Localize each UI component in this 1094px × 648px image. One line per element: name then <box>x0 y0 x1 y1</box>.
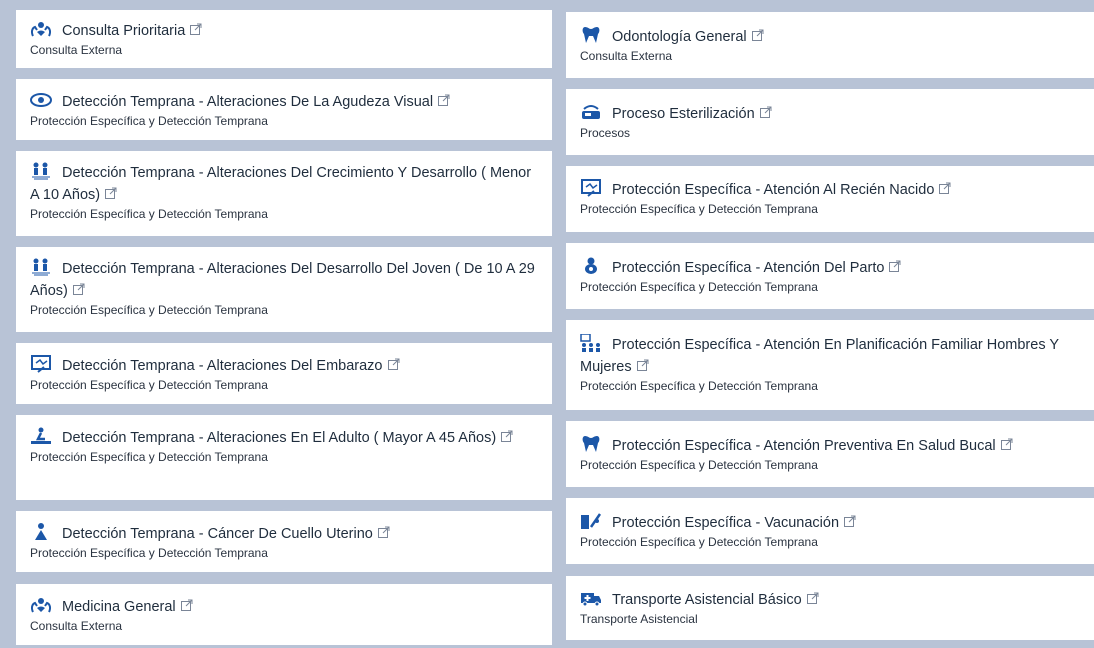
service-title[interactable]: Consulta Prioritaria <box>62 23 186 39</box>
service-card-odontologia[interactable] <box>566 12 1094 78</box>
service-title[interactable]: Transporte Asistencial Básico <box>612 592 802 608</box>
external-link-icon[interactable] <box>1001 438 1013 450</box>
external-link-icon[interactable] <box>438 94 450 106</box>
service-title[interactable]: Detección Temprana - Alteraciones Del Crecimiento Y Desarrollo ( Menor A 10 Años) <box>30 165 532 203</box>
service-card-medicina-general[interactable] <box>16 584 552 645</box>
service-title[interactable]: Protección Específica - Atención Al Recién Nacido <box>612 182 935 198</box>
external-link-icon[interactable] <box>939 182 951 194</box>
external-link-icon[interactable] <box>752 29 764 41</box>
service-title[interactable]: Proceso Esterilización <box>612 106 755 122</box>
service-card-parto[interactable] <box>566 243 1094 309</box>
service-subtitle: Protección Específica y Detección Temprana <box>580 379 818 393</box>
service-title[interactable]: Detección Temprana - Alteraciones Del Embarazo <box>62 358 383 374</box>
external-link-icon[interactable] <box>637 359 649 371</box>
service-subtitle: Protección Específica y Detección Temprana <box>30 114 268 128</box>
external-link-icon[interactable] <box>105 187 117 199</box>
service-title[interactable]: Odontología General <box>612 29 747 45</box>
service-card-planificacion-familiar[interactable] <box>566 320 1094 410</box>
sterilizer-icon <box>580 103 602 121</box>
service-subtitle: Consulta Externa <box>580 49 673 63</box>
eye-icon <box>30 91 52 109</box>
service-subtitle: Transporte Asistencial <box>580 612 698 626</box>
service-subtitle: Consulta Externa <box>30 619 123 633</box>
service-card-transporte[interactable] <box>566 576 1094 640</box>
external-link-icon[interactable] <box>889 260 901 272</box>
tooth-icon <box>580 26 602 44</box>
service-subtitle: Consulta Externa <box>30 43 123 57</box>
family-planning-icon <box>580 334 602 352</box>
service-title[interactable]: Protección Específica - Atención Del Parto <box>612 260 885 276</box>
vaccine-icon <box>580 512 602 530</box>
service-title[interactable]: Detección Temprana - Cáncer De Cuello Uterino <box>62 526 373 542</box>
ambulance-icon <box>580 589 602 607</box>
service-card-esterilizacion[interactable] <box>566 89 1094 155</box>
external-link-icon[interactable] <box>190 23 202 35</box>
external-link-icon[interactable] <box>844 515 856 527</box>
woman-icon <box>30 523 52 541</box>
service-subtitle: Protección Específica y Detección Temprana <box>30 378 268 392</box>
service-subtitle: Protección Específica y Detección Temprana <box>30 207 268 221</box>
service-card-vacunacion[interactable] <box>566 498 1094 564</box>
service-title[interactable]: Medicina General <box>62 599 176 615</box>
external-link-icon[interactable] <box>807 592 819 604</box>
family-icon <box>30 162 52 180</box>
service-subtitle: Protección Específica y Detección Temprana <box>580 202 818 216</box>
service-card-embarazo[interactable] <box>16 343 552 404</box>
family-icon <box>30 258 52 276</box>
service-card-consulta-prioritaria[interactable] <box>16 10 552 68</box>
service-card-crecimiento-desarrollo[interactable] <box>16 151 552 236</box>
service-card-cuello-uterino[interactable] <box>16 511 552 572</box>
service-title[interactable]: Protección Específica - Atención En Planificación Familiar Hombres Y Mujeres <box>580 337 1059 375</box>
baby-icon <box>580 257 602 275</box>
service-subtitle: Protección Específica y Detección Temprana <box>580 280 818 294</box>
service-subtitle: Procesos <box>580 126 631 140</box>
external-link-icon[interactable] <box>181 599 193 611</box>
external-link-icon[interactable] <box>73 283 85 295</box>
service-subtitle: Protección Específica y Detección Temprana <box>30 546 268 560</box>
service-title[interactable]: Detección Temprana - Alteraciones Del Desarrollo Del Joven ( De 10 A 29 Años) <box>30 261 535 299</box>
service-title[interactable]: Protección Específica - Vacunación <box>612 515 840 531</box>
service-card-adulto[interactable] <box>16 415 552 500</box>
service-card-salud-bucal[interactable] <box>566 421 1094 487</box>
service-card-desarrollo-joven[interactable] <box>16 247 552 332</box>
service-subtitle: Protección Específica y Detección Temprana <box>580 458 818 472</box>
external-link-icon[interactable] <box>378 526 390 538</box>
external-link-icon[interactable] <box>760 106 772 118</box>
service-card-recien-nacido[interactable] <box>566 166 1094 232</box>
monitor-hand-icon <box>30 355 52 373</box>
hands-care-icon <box>30 20 52 38</box>
hands-care-icon <box>30 596 52 614</box>
service-subtitle: Protección Específica y Detección Temprana <box>30 303 268 317</box>
service-title[interactable]: Protección Específica - Atención Preventiva En Salud Bucal <box>612 438 996 454</box>
service-subtitle: Protección Específica y Detección Temprana <box>30 450 268 464</box>
monitor-hand-icon <box>580 179 602 197</box>
adult-exam-icon <box>30 427 52 445</box>
external-link-icon[interactable] <box>388 358 400 370</box>
service-title[interactable]: Detección Temprana - Alteraciones En El Adulto ( Mayor A 45 Años) <box>62 430 497 446</box>
external-link-icon[interactable] <box>501 430 513 442</box>
service-card-agudeza-visual[interactable] <box>16 79 552 140</box>
service-title[interactable]: Detección Temprana - Alteraciones De La Agudeza Visual <box>62 94 434 110</box>
service-subtitle: Protección Específica y Detección Temprana <box>580 535 818 549</box>
tooth-icon <box>580 435 602 453</box>
